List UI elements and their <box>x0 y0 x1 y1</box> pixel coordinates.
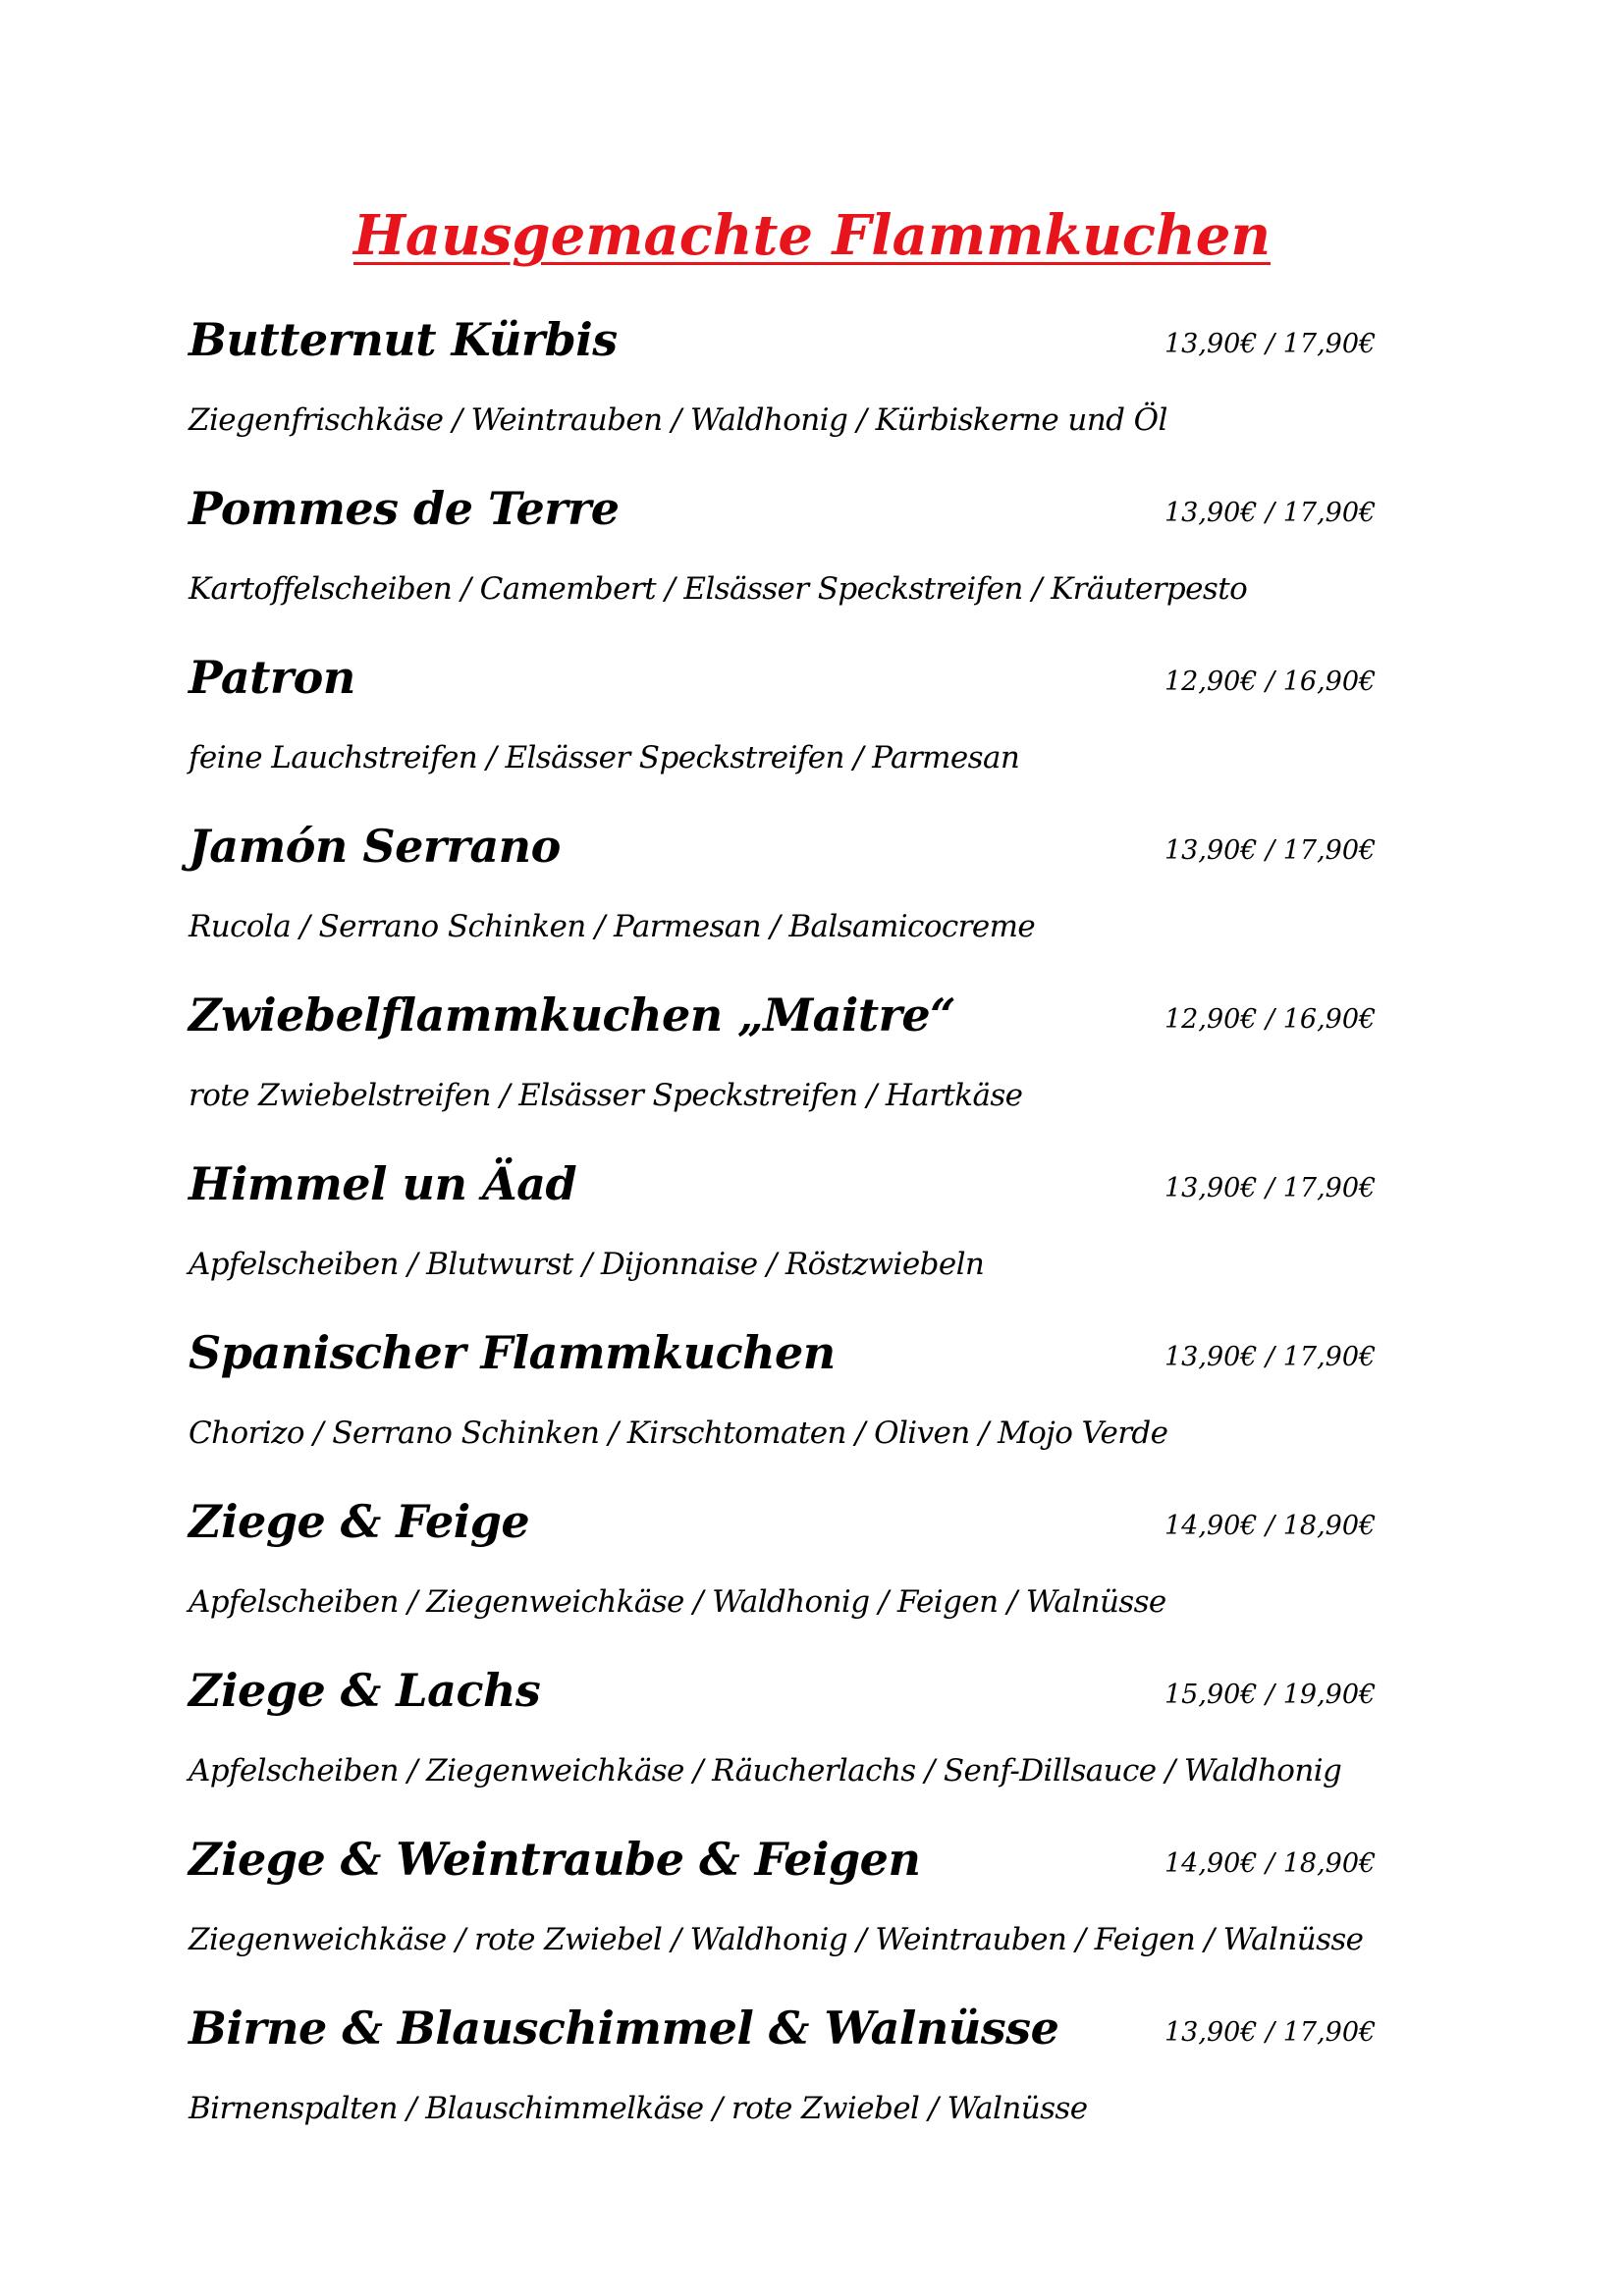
menu-item-name: Himmel un Äad <box>189 1157 577 1210</box>
menu-item-price: 13,90€ / 17,90€ <box>1164 1342 1377 1372</box>
menu-item-price: 13,90€ / 17,90€ <box>1164 329 1377 359</box>
menu-item-name: Patron <box>189 651 355 704</box>
menu-item-description: Rucola / Serrano Schinken / Parmesan / Balsamicocreme <box>189 909 1036 944</box>
menu-item-description: Apfelscheiben / Ziegenweichkäse / Waldhonig / Feigen / Walnüsse <box>189 1584 1166 1620</box>
menu-item-description: Ziegenfrischkäse / Weintrauben / Waldhonig / Kürbiskerne und Öl <box>189 402 1167 438</box>
menu-item <box>189 1494 1377 1663</box>
menu-item-description: Apfelscheiben / Ziegenweichkäse / Räucherlachs / Senf-Dillsauce / Waldhonig <box>189 1753 1342 1789</box>
menu-item-price: 15,90€ / 19,90€ <box>1164 1680 1377 1710</box>
menu-item-price: 12,90€ / 16,90€ <box>1164 667 1377 697</box>
menu-item-price: 14,90€ / 18,90€ <box>1164 1848 1377 1879</box>
menu-item <box>189 1156 1377 1325</box>
menu-item-price: 13,90€ / 17,90€ <box>1164 2017 1377 2048</box>
menu-item-price: 12,90€ / 16,90€ <box>1164 1004 1377 1035</box>
menu-item-name: Birne & Blauschimmel & Walnüsse <box>189 2002 1059 2055</box>
menu-item-name: Ziege & Lachs <box>189 1664 541 1717</box>
menu-item-description: Kartoffelscheiben / Camembert / Elsässer Speckstreifen / Kräuterpesto <box>189 571 1248 607</box>
menu-item <box>189 481 1377 650</box>
menu-item-price: 13,90€ / 17,90€ <box>1164 835 1377 866</box>
menu-item <box>189 1832 1377 2001</box>
menu-item <box>189 312 1377 481</box>
menu-item <box>189 2001 1377 2169</box>
menu-item <box>189 1325 1377 1494</box>
menu-item-name: Ziege & Weintraube & Feigen <box>189 1833 921 1886</box>
menu-item-name: Butternut Kürbis <box>189 313 618 366</box>
menu-item-description: Birnenspalten / Blauschimmelkäse / rote Zwiebel / Walnüsse <box>189 2091 1088 2126</box>
menu-item <box>189 819 1377 988</box>
menu-item-name: Jamón Serrano <box>189 820 561 873</box>
menu-item-description: Chorizo / Serrano Schinken / Kirschtomaten / Oliven / Mojo Verde <box>189 1415 1168 1451</box>
menu-item-name: Zwiebelflammkuchen „Maitre“ <box>189 988 956 1041</box>
menu-item-description: Ziegenweichkäse / rote Zwiebel / Waldhonig / Weintrauben / Feigen / Walnüsse <box>189 1922 1364 1957</box>
menu-item-price: 13,90€ / 17,90€ <box>1164 1173 1377 1203</box>
menu-item-description: Apfelscheiben / Blutwurst / Dijonnaise / Röstzwiebeln <box>189 1247 985 1282</box>
menu-item-price: 14,90€ / 18,90€ <box>1164 1511 1377 1541</box>
menu-item <box>189 988 1377 1156</box>
menu-item-price: 13,90€ / 17,90€ <box>1164 498 1377 528</box>
menu-item-description: rote Zwiebelstreifen / Elsässer Speckstreifen / Hartkäse <box>189 1078 1023 1113</box>
menu-item <box>189 650 1377 819</box>
menu-item <box>189 1663 1377 1832</box>
menu-item-name: Pommes de Terre <box>189 482 620 535</box>
menu-item-name: Ziege & Feige <box>189 1495 530 1548</box>
menu-list <box>189 312 1377 2169</box>
menu-item-name: Spanischer Flammkuchen <box>189 1326 836 1379</box>
page-title: Hausgemachte Flammkuchen <box>352 203 1272 268</box>
menu-item-description: feine Lauchstreifen / Elsässer Speckstreifen / Parmesan <box>189 740 1020 775</box>
